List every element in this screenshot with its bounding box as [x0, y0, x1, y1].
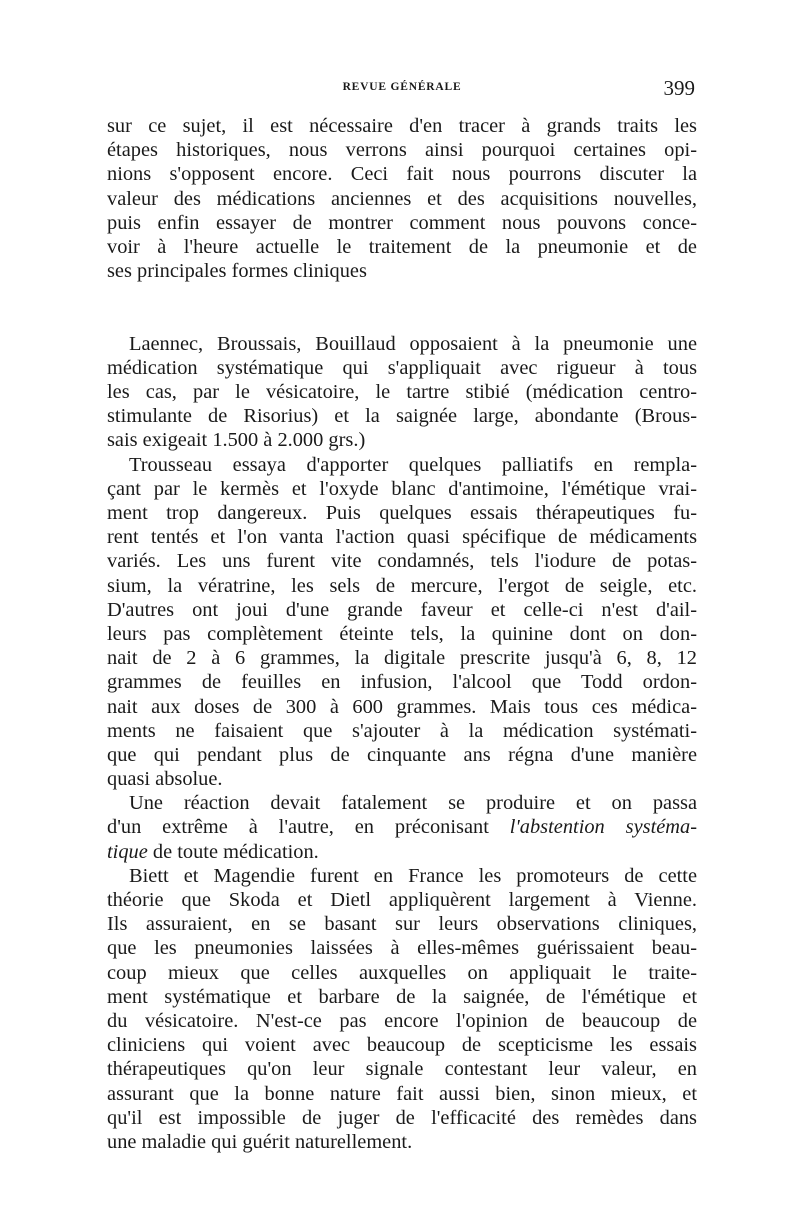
text-line: Ils assuraient, en se basant sur leurs observations cliniques, [107, 913, 697, 936]
text-line: leurs pas complètement éteinte tels, la quinine dont on don- [107, 622, 697, 645]
text-line: nait aux doses de 300 à 600 grammes. Mais tous ces médica- [107, 695, 697, 718]
paragraph-intro-continued [107, 114, 697, 283]
text-line: que les pneumonies laissées à elles-mêmes guérissaient beau- [107, 937, 697, 960]
text-line: variés. Les uns furent vite condamnés, tels l'iodure de potas- [107, 550, 697, 573]
text-line: voir à l'heure actuelle le traitement de la pneumonie et de [107, 235, 697, 258]
text-line: nions s'opposent encore. Ceci fait nous pourrons discuter la [107, 163, 697, 186]
text-line: ses principales formes cliniques [107, 260, 367, 283]
text-line: sium, la vératrine, les sels de mercure, l'ergot de seigle, etc. [107, 574, 697, 597]
text-line: çant par le kermès et l'oxyde blanc d'antimoine, l'émétique vrai- [107, 477, 697, 500]
text-line: grammes de feuilles en infusion, l'alcool que Todd ordon- [107, 671, 697, 694]
text-line: ment trop dangereux. Puis quelques essais thérapeutiques fu- [107, 502, 697, 525]
text-line: qu'il est impossible de juger de l'efficacité des remèdes dans [107, 1106, 697, 1129]
running-header [107, 78, 697, 102]
paragraph-reaction [107, 791, 697, 864]
text-line: les cas, par le vésicatoire, le tartre stibié (médication centro- [107, 381, 697, 404]
text-line: rent tentés et l'on vanta l'action quasi spécifique de médicaments [107, 526, 697, 549]
running-title: REVUE GÉNÉRALE [342, 81, 462, 93]
text-line: Trousseau essaya d'apporter quelques palliatifs en rempla- [129, 453, 697, 476]
text-line: ment systématique et barbare de la saignée, de l'émétique et [107, 985, 697, 1008]
text-line: cliniciens qui voient avec beaucoup de scepticisme les essais [107, 1034, 697, 1057]
text-line: coup mieux que celles auxquelles on appliquait le traite- [107, 961, 697, 984]
text-line: Laennec, Broussais, Bouillaud opposaient à la pneumonie une [129, 332, 697, 355]
text-line: stimulante de Risorius) et la saignée large, abondante (Brous- [107, 405, 697, 428]
text-line: que qui pendant plus de cinquante ans régna d'une manière [107, 743, 697, 766]
text-line [107, 840, 697, 864]
text-line: Une réaction devait fatalement se produire et on passa [129, 792, 697, 815]
text-line: Biett et Magendie furent en France les promoteurs de cette [129, 864, 697, 887]
text-line: nait de 2 à 6 grammes, la digitale prescrite jusqu'à 6, 8, 12 [107, 647, 697, 670]
paragraph-trousseau [107, 453, 697, 792]
paragraph-biett [107, 864, 697, 1154]
text-run: d'un extrême à l'autre, en préconisant [107, 816, 510, 839]
page-number: 399 [663, 76, 695, 100]
text-line: sais exigeait 1.500 à 2.000 grs.) [107, 429, 366, 452]
text-run: de toute médication. [147, 840, 319, 863]
paragraph-laennec [107, 332, 697, 453]
text-line [107, 815, 697, 839]
text-line: quasi absolue. [107, 768, 223, 791]
text-line: une maladie qui guérit naturellement. [107, 1130, 413, 1153]
italic-emphasis: l'abstention systéma- [509, 816, 697, 839]
article-body [107, 114, 697, 1154]
paragraph-spacer [107, 283, 697, 331]
text-line: du vésicatoire. N'est-ce pas encore l'opinion de beaucoup de [107, 1009, 697, 1032]
text-line: D'autres ont joui d'une grande faveur et celle-ci n'est d'ail- [107, 598, 697, 621]
text-line: valeur des médications anciennes et des acquisitions nouvelles, [107, 187, 697, 210]
text-line: sur ce sujet, il est nécessaire d'en tracer à grands traits les [107, 115, 697, 137]
text-line: médication systématique qui s'appliquait avec rigueur à tous [107, 356, 697, 379]
italic-emphasis: tique [107, 840, 148, 863]
text-line: thérapeutiques qu'on leur signale contestant leur valeur, en [107, 1058, 697, 1081]
text-line: étapes historiques, nous verrons ainsi pourquoi certaines opi- [107, 139, 697, 162]
text-line: assurant que la bonne nature fait aussi bien, sinon mieux, et [107, 1082, 697, 1105]
text-line: ments ne faisaient que s'ajouter à la médication systémati- [107, 719, 697, 742]
text-line: théorie que Skoda et Dietl appliquèrent largement à Vienne. [107, 889, 697, 912]
text-line: puis enfin essayer de montrer comment nous pouvons conce- [107, 211, 697, 234]
